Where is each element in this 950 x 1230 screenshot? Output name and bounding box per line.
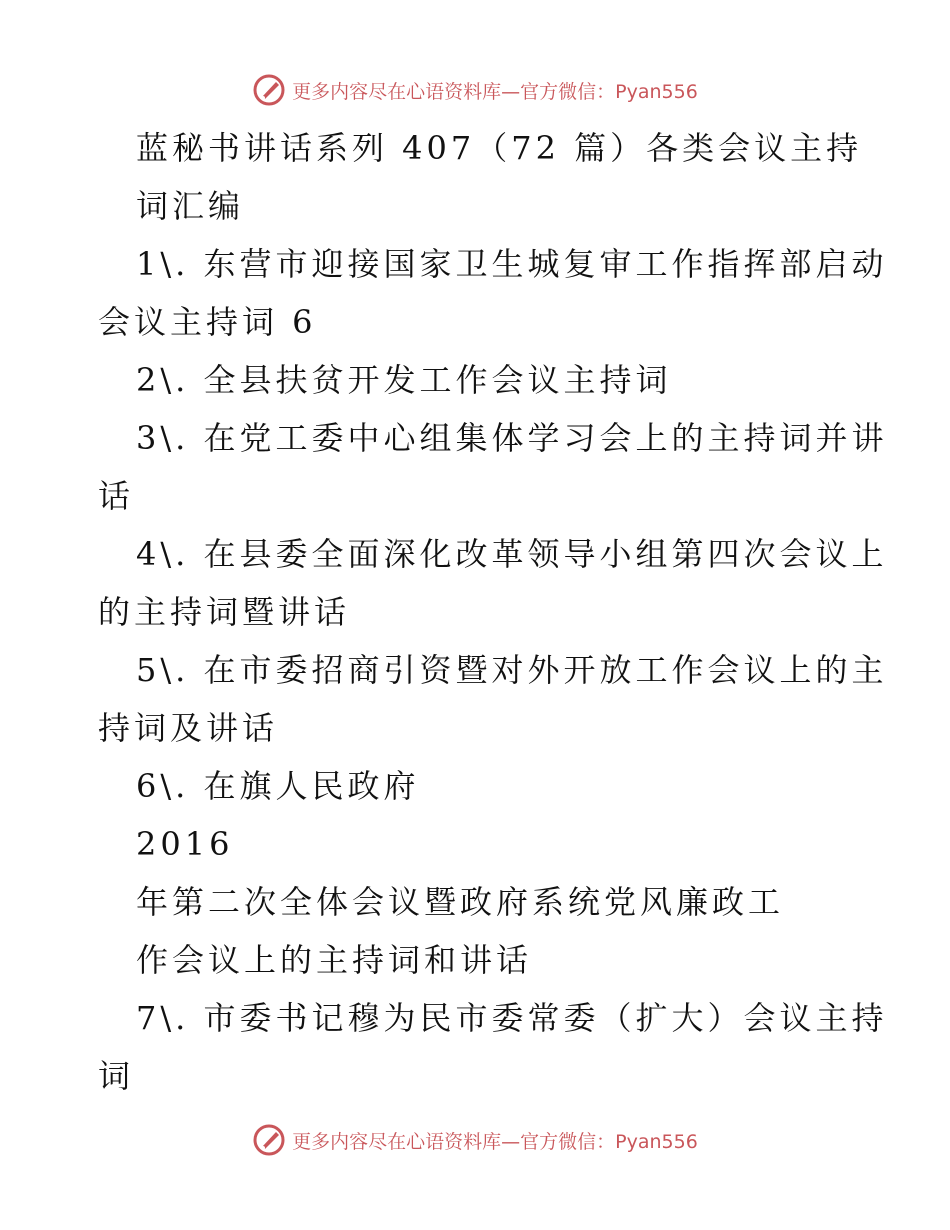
- footer-watermark-text: 更多内容尽在心语资料库—官方微信：Pyan556: [292, 1130, 698, 1153]
- pen-logo-icon: [252, 1123, 286, 1157]
- header-watermark-text: 更多内容尽在心语资料库—官方微信：Pyan556: [292, 80, 698, 103]
- doc-title-line-1: 蓝秘书讲话系列 407（72 篇）各类会议主持: [136, 129, 863, 167]
- doc-line: 2016: [136, 825, 234, 863]
- doc-line: 3\. 在党工委中心组集体学习会上的主持词并讲: [136, 419, 888, 457]
- doc-line: 词: [98, 1057, 135, 1095]
- doc-line: 的主持词暨讲话: [98, 593, 351, 631]
- footer-watermark: [0, 1120, 950, 1160]
- doc-line: 持词及讲话: [98, 709, 279, 747]
- doc-line: 作会议上的主持词和讲话: [136, 941, 533, 979]
- doc-line: 会议主持词 6: [98, 303, 317, 341]
- doc-line: 话: [98, 477, 135, 515]
- doc-line: 7\. 市委书记穆为民市委常委（扩大）会议主持: [136, 999, 888, 1037]
- doc-line: 2\. 全县扶贫开发工作会议主持词: [136, 361, 672, 399]
- doc-line: 年第二次全体会议暨政府系统党风廉政工: [136, 883, 785, 921]
- doc-line: 5\. 在市委招商引资暨对外开放工作会议上的主: [136, 651, 888, 689]
- doc-line: 1\. 东营市迎接国家卫生城复审工作指挥部启动: [136, 245, 888, 283]
- doc-line: 6\. 在旗人民政府: [136, 767, 420, 805]
- doc-line: 4\. 在县委全面深化改革领导小组第四次会议上: [136, 535, 888, 573]
- doc-title-line-2: 词汇编: [136, 187, 245, 225]
